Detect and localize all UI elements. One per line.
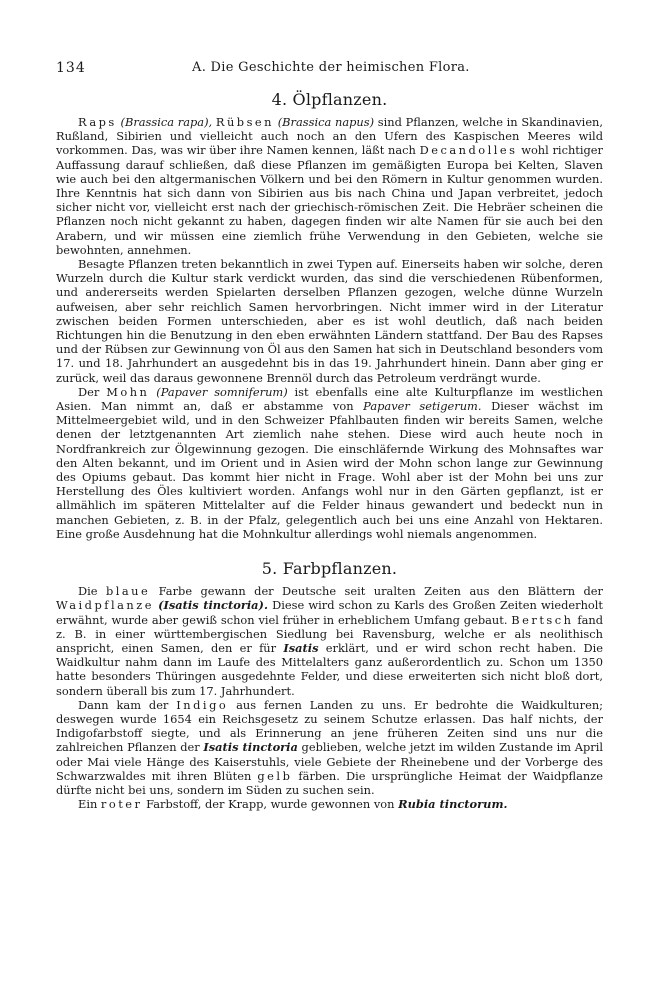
spaced-term: Decandolles [419, 143, 518, 158]
spaced-term: Waidpflanze [56, 598, 154, 613]
spaced-term: gelb [257, 768, 293, 783]
italic-term: (Isatis tinctoria). [158, 598, 268, 613]
text-run: Ein [78, 797, 101, 812]
text-run: erklärt, und er wird schon recht haben. Die Waidkultur nahm dann im Laufe des Mittelalters ganz außerordentlich zu. Schon um 1350 hatte besonders Thüringen ausgedehnte Felder, und diese erweiterten sich nicht bloß dort, sondern überall bis zum 17. Jahrhundert. [56, 640, 603, 698]
text-run: wohl richtiger Auffassung darauf schließen, daß diese Pflanzen im gemäßigten Europa bei Kelten, Slaven wie auch bei den altgermanischen Völkern und bei den Römern in Kultur genommen wurden. Ihre Kenntnis hat sich dann von Sibirien aus bis nach China und Japan verbreitet, jedoch sicher nicht vor, vielleicht erst nach der griechisch-römischen Zeit. Die Hebräer scheinen die Pflanzen noch nicht gekannt zu haben, dagegen finden wir alte Namen für sie auch bei den Arabern, und wir müssen eine ziemlich frühe Verwendung in den Gebieten, welche sie bewohnten, annehmen. [56, 143, 603, 257]
italic-term: Isatis tinctoria [203, 740, 298, 755]
italic-term: (Brassica rapa), [120, 115, 213, 129]
text-run: fand z. B. in einer württembergischen Siedlung bei Ravensburg, welche er als neolithisch anspricht, einen Samen, den er für [56, 612, 603, 655]
text-run: geblieben, welche jetzt im wilden Zustande im April oder Mai viele Hänge des Kaiserstuhls, viele Gebiete der Rheinebene und der Vorberge des Schwarzwaldes mit ihren Blüten [56, 740, 603, 783]
text-run: ist ebenfalls eine alte Kulturpflanze im westlichen Asien. Man nimmt an, daß er abstamme von [56, 384, 603, 414]
paragraph [56, 385, 603, 541]
spaced-term: Raps [78, 115, 117, 129]
section-title-oilplants: 4. Ölpflanzen. [271, 90, 388, 109]
text-run: Die [78, 584, 106, 599]
running-title: A. Die Geschichte der heimischen Flora. [192, 60, 470, 75]
text-run: Dann kam der [78, 697, 177, 712]
text-run: färben. Die ursprüngliche Heimat der Waidpflanze dürfte nicht bei uns, sondern im Süden zu suchen sein. [56, 768, 603, 797]
paragraph [56, 115, 603, 257]
text-run: Farbe gewann der Deutsche seit uralten Zeiten aus den Blättern der [150, 584, 603, 599]
spaced-term: Rübsen [215, 115, 275, 129]
paragraph [56, 698, 603, 797]
italic-term: Rubia tinctorum. [398, 797, 508, 812]
spaced-term: Indigo [176, 697, 229, 712]
text-run: Dieser wächst im Mittelmeergebiet wild, und in den Schweizer Pfahlbauten finden wir bereits Samen, welche denen der letztgenannten Art ziemlich nahe stehen. Diese wird auch heute noch in Nordfrankreich zur Ölgewinnung gezogen. Die einschläfernde Wirkung des Mohnsaftes war den Alten bekannt, und im Orient und in Asien wird der Mohn schon lange zur Gewinnung des Opiums gebaut. Das kommt hier nicht in Frage. Wohl aber ist der Mohn bei uns zur Herstellung des Öles kultiviert worden. Anfangs wohl nur in den Gärten gepflanzt, ist er allmählich im späteren Mittelalter auf die Felder hinaus gewandert und bedeckt nun in manchen Gebieten, z. B. in der Pfalz, gelegentlich auch bei uns eine Anzahl von Hektaren. Eine große Ausdehnung hat die Mohnkultur allerdings wohl niemals angenommen. [56, 399, 603, 541]
spaced-term: blaue [105, 584, 151, 599]
page-number: 134 [56, 60, 86, 76]
paragraph [56, 257, 603, 385]
section-title-dyeplants: 5. Farbpflanzen. [261, 559, 398, 579]
text-run: sind Pflanzen, welche in Skandinavien, Rußland, Sibirien und vielleicht auch noch an den Ufern des Kaspischen Meeres wild vorkommen. Das, was wir über ihre Namen kennen, läßt nach [56, 115, 604, 158]
paragraph [56, 584, 603, 698]
italic-term: Papaver setigerum. [363, 399, 482, 414]
text-run: Farbstoff, der Krapp, wurde gewonnen von [142, 797, 399, 812]
italic-term: Isatis [283, 640, 319, 655]
text-run: Der [78, 384, 107, 399]
paragraph [56, 797, 603, 811]
text-run: Besagte Pflanzen treten bekanntlich in zwei Typen auf. Einerseits haben wir solche, deren Wurzeln durch die Kultur stark verdickt wurden, das sind die verschiedenen Rübenformen, und andererseits werden Spielarten derselben Pflanzen gezogen, welche dünne Wurzeln aufweisen, aber sehr reichlich Samen hervorbringen. Nicht immer wird in der Literatur zwischen beiden Formen unterschieden, aber es ist wohl deutlich, daß nach beiden Richtungen hin die Benutzung in den eben erwähnten Ländern stattfand. Der Bau des Rapses und der Rübsen zur Gewinnung von Öl aus den Samen hat sich in Deutschland besonders vom 17. und 18. Jahrhundert an ausgedehnt bis in das 19. Jahrhundert hinein. Dann aber ging er zurück, weil das daraus gewonnene Brennöl durch das Petroleum verdrängt wurde. [56, 257, 603, 385]
italic-term: (Papaver somniferum) [156, 384, 288, 399]
text-run: aus fernen Landen zu uns. Er bedrohte die Waidkulturen; deswegen wurde 1654 ein Reichsgesetz zu seinem Schutze erlassen. Das half nichts, der Indigofarbstoff siegte, und als Erinnerung an jene früheren Zeiten sind uns nur die zahlreichen Pflanzen der [56, 697, 603, 755]
italic-term: (Brassica napus) [277, 115, 375, 129]
spaced-term: roter [100, 797, 143, 812]
spaced-term: Mohn [106, 384, 150, 399]
spaced-term: Bertsch [511, 612, 574, 627]
text-run: Diese wird schon zu Karls des Großen Zeiten wiederholt erwähnt, wurde aber gewiß schon viel früher in erheblichem Umfang gebaut. [56, 598, 603, 627]
running-head [56, 58, 603, 78]
